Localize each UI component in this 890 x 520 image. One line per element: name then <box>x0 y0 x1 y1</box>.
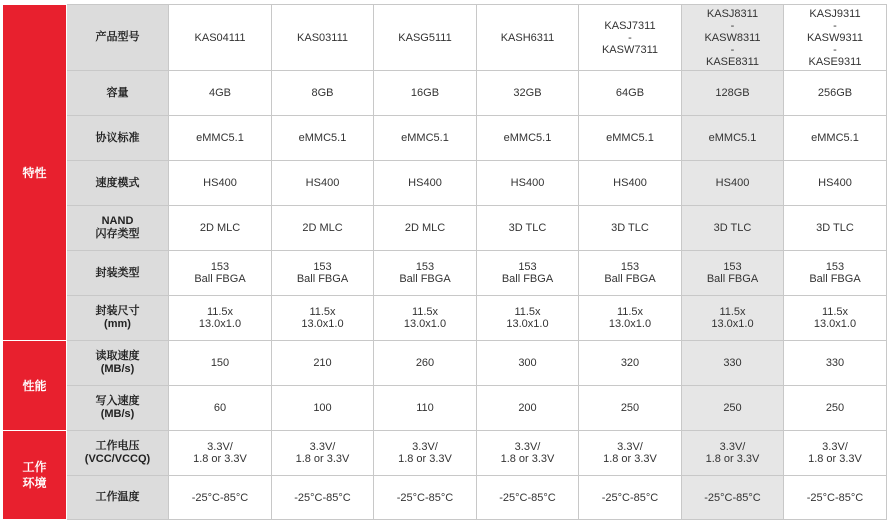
cell-package-size-6: 11.5x 13.0x1.0 <box>682 296 784 341</box>
cell-package-size-3: 11.5x 13.0x1.0 <box>374 296 477 341</box>
row-voltage <box>3 431 887 476</box>
cell-speed-mode-2: HS400 <box>272 161 374 206</box>
cell-protocol-2: eMMC5.1 <box>272 116 374 161</box>
cell-package-size-1: 11.5x 13.0x1.0 <box>169 296 272 341</box>
cell-package-type-4: 153 Ball FBGA <box>477 251 579 296</box>
row-label-model: 产品型号 <box>67 5 169 71</box>
cell-temperature-6: -25°C-85°C <box>682 476 784 520</box>
cell-read-speed-1: 150 <box>169 341 272 386</box>
row-label-voltage: 工作电压 (VCC/VCCQ) <box>67 431 169 476</box>
cell-package-type-1: 153 Ball FBGA <box>169 251 272 296</box>
cell-temperature-4: -25°C-85°C <box>477 476 579 520</box>
cell-package-type-5: 153 Ball FBGA <box>579 251 682 296</box>
cell-package-size-7: 11.5x 13.0x1.0 <box>784 296 887 341</box>
cell-write-speed-7: 250 <box>784 386 887 431</box>
cell-read-speed-7: 330 <box>784 341 887 386</box>
row-label-write-speed: 写入速度 (MB/s) <box>67 386 169 431</box>
cell-nand-type-4: 3D TLC <box>477 206 579 251</box>
cell-model-5: KASJ7311 - KASW7311 <box>579 5 682 71</box>
spec-table <box>2 4 887 520</box>
category-environment: 工作 环境 <box>3 431 67 520</box>
category-features: 特性 <box>3 5 67 341</box>
cell-protocol-6: eMMC5.1 <box>682 116 784 161</box>
cell-protocol-3: eMMC5.1 <box>374 116 477 161</box>
cell-voltage-6: 3.3V/ 1.8 or 3.3V <box>682 431 784 476</box>
cell-voltage-2: 3.3V/ 1.8 or 3.3V <box>272 431 374 476</box>
cell-model-2: KAS03111 <box>272 5 374 71</box>
cell-temperature-7: -25°C-85°C <box>784 476 887 520</box>
row-package-type <box>3 251 887 296</box>
cell-write-speed-6: 250 <box>682 386 784 431</box>
cell-capacity-5: 64GB <box>579 71 682 116</box>
row-label-package-type: 封装类型 <box>67 251 169 296</box>
cell-package-type-6: 153 Ball FBGA <box>682 251 784 296</box>
cell-read-speed-2: 210 <box>272 341 374 386</box>
cell-speed-mode-4: HS400 <box>477 161 579 206</box>
cell-package-size-4: 11.5x 13.0x1.0 <box>477 296 579 341</box>
cell-read-speed-5: 320 <box>579 341 682 386</box>
cell-protocol-5: eMMC5.1 <box>579 116 682 161</box>
cell-speed-mode-3: HS400 <box>374 161 477 206</box>
row-label-package-size: 封装尺寸 (mm) <box>67 296 169 341</box>
cell-protocol-7: eMMC5.1 <box>784 116 887 161</box>
cell-nand-type-6: 3D TLC <box>682 206 784 251</box>
cell-nand-type-5: 3D TLC <box>579 206 682 251</box>
row-label-nand-type: NAND 闪存类型 <box>67 206 169 251</box>
cell-voltage-4: 3.3V/ 1.8 or 3.3V <box>477 431 579 476</box>
cell-protocol-1: eMMC5.1 <box>169 116 272 161</box>
cell-temperature-5: -25°C-85°C <box>579 476 682 520</box>
row-write-speed <box>3 386 887 431</box>
cell-protocol-4: eMMC5.1 <box>477 116 579 161</box>
cell-temperature-2: -25°C-85°C <box>272 476 374 520</box>
row-label-protocol: 协议标准 <box>67 116 169 161</box>
cell-model-6: KASJ8311 - KASW8311 - KASE8311 <box>682 5 784 71</box>
row-capacity <box>3 71 887 116</box>
cell-voltage-1: 3.3V/ 1.8 or 3.3V <box>169 431 272 476</box>
cell-capacity-3: 16GB <box>374 71 477 116</box>
row-protocol <box>3 116 887 161</box>
cell-nand-type-3: 2D MLC <box>374 206 477 251</box>
cell-model-3: KASG5111 <box>374 5 477 71</box>
cell-package-size-2: 11.5x 13.0x1.0 <box>272 296 374 341</box>
cell-write-speed-2: 100 <box>272 386 374 431</box>
cell-package-type-3: 153 Ball FBGA <box>374 251 477 296</box>
cell-speed-mode-1: HS400 <box>169 161 272 206</box>
cell-model-4: KASH6311 <box>477 5 579 71</box>
cell-write-speed-5: 250 <box>579 386 682 431</box>
category-performance: 性能 <box>3 341 67 431</box>
cell-speed-mode-5: HS400 <box>579 161 682 206</box>
row-nand-type <box>3 206 887 251</box>
cell-nand-type-1: 2D MLC <box>169 206 272 251</box>
cell-voltage-7: 3.3V/ 1.8 or 3.3V <box>784 431 887 476</box>
row-label-temperature: 工作温度 <box>67 476 169 520</box>
row-package-size <box>3 296 887 341</box>
cell-speed-mode-7: HS400 <box>784 161 887 206</box>
cell-speed-mode-6: HS400 <box>682 161 784 206</box>
cell-capacity-1: 4GB <box>169 71 272 116</box>
cell-capacity-7: 256GB <box>784 71 887 116</box>
cell-temperature-1: -25°C-85°C <box>169 476 272 520</box>
cell-voltage-5: 3.3V/ 1.8 or 3.3V <box>579 431 682 476</box>
cell-write-speed-3: 110 <box>374 386 477 431</box>
cell-read-speed-6: 330 <box>682 341 784 386</box>
row-read-speed <box>3 341 887 386</box>
cell-nand-type-7: 3D TLC <box>784 206 887 251</box>
cell-write-speed-1: 60 <box>169 386 272 431</box>
row-speed-mode <box>3 161 887 206</box>
cell-read-speed-4: 300 <box>477 341 579 386</box>
row-label-speed-mode: 速度模式 <box>67 161 169 206</box>
cell-temperature-3: -25°C-85°C <box>374 476 477 520</box>
row-temperature <box>3 476 887 520</box>
cell-capacity-4: 32GB <box>477 71 579 116</box>
cell-package-type-2: 153 Ball FBGA <box>272 251 374 296</box>
cell-nand-type-2: 2D MLC <box>272 206 374 251</box>
cell-capacity-2: 8GB <box>272 71 374 116</box>
row-label-capacity: 容量 <box>67 71 169 116</box>
cell-read-speed-3: 260 <box>374 341 477 386</box>
cell-write-speed-4: 200 <box>477 386 579 431</box>
cell-voltage-3: 3.3V/ 1.8 or 3.3V <box>374 431 477 476</box>
cell-capacity-6: 128GB <box>682 71 784 116</box>
cell-package-size-5: 11.5x 13.0x1.0 <box>579 296 682 341</box>
row-model <box>3 5 887 71</box>
row-label-read-speed: 读取速度 (MB/s) <box>67 341 169 386</box>
cell-model-1: KAS04111 <box>169 5 272 71</box>
cell-package-type-7: 153 Ball FBGA <box>784 251 887 296</box>
cell-model-7: KASJ9311 - KASW9311 - KASE9311 <box>784 5 887 71</box>
